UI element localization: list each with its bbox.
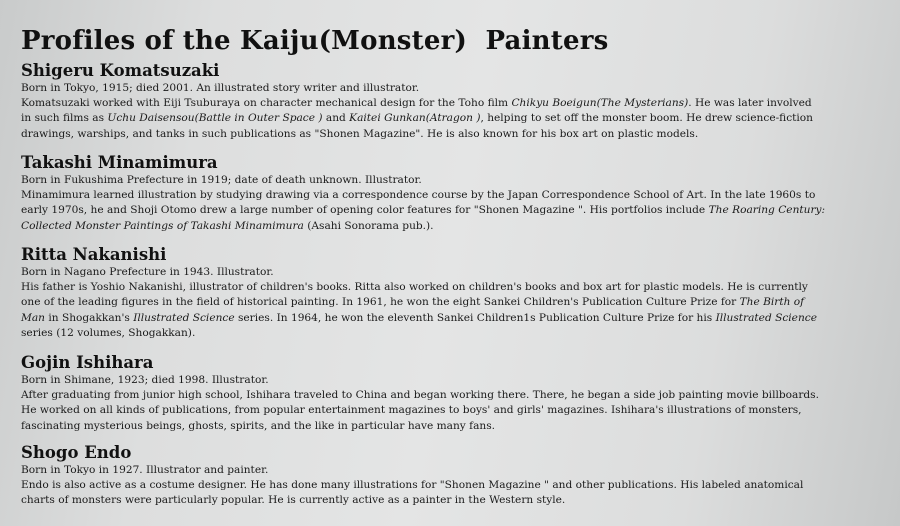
italic-title: Collected Monster Paintings of Takashi Minamimura (21, 219, 304, 232)
painter-name: Takashi Minamimura (21, 153, 218, 172)
text-line (21, 295, 866, 310)
text-segment: fascinating mysterious beings, ghosts, spirits, and the like in particular have many fans. (21, 419, 496, 432)
text-segment: series (12 volumes, Shogakkan). (21, 326, 196, 339)
text-line (21, 493, 866, 508)
profile-entry (21, 245, 866, 341)
panel-title: Profiles of the Kaiju(Monster) Painters (21, 26, 609, 56)
text-segment: in such films as (21, 112, 108, 125)
text-segment: Endo is also active as a costume designer. He has done many illustrations for "Shonen Magazine " and other publications. His labeled anatomical (21, 479, 804, 492)
text-line (21, 280, 866, 295)
profile-entry (21, 153, 866, 234)
text-line (21, 81, 866, 96)
profile-entry (21, 61, 866, 142)
text-segment: drawings, warships, and tanks in such publications as "Shonen Magazine". He is also known for his box art on plastic models. (21, 127, 699, 140)
painter-name: Shogo Endo (21, 443, 132, 462)
text-segment: series. In 1964, he won the eleventh Sankei Children1s Publication Culture Prize for his (234, 311, 716, 324)
italic-title: Man (21, 311, 45, 324)
text-line (21, 326, 866, 341)
painter-name: Shigeru Komatsuzaki (21, 61, 220, 80)
text-line (21, 173, 866, 188)
profile-text (21, 173, 866, 234)
profile-text (21, 463, 866, 509)
text-segment: After graduating from junior high school, Ishihara traveled to China and began working there. There, he began a side job painting movie billboards. (21, 389, 819, 402)
painter-name: Gojin Ishihara (21, 353, 154, 372)
profile-text (21, 373, 866, 434)
text-line (21, 373, 866, 388)
italic-title: Uchu Daisensou(Battle in Outer Space ) (107, 112, 323, 125)
text-line (21, 219, 866, 234)
text-line (21, 265, 866, 280)
profile-text (21, 265, 866, 341)
text-segment: charts of monsters were particularly popular. He is currently active as a painter in the Western style. (21, 494, 566, 507)
text-segment: Born in Tokyo in 1927. Illustrator and painter. (21, 464, 269, 476)
text-segment: . He was later involved (688, 97, 812, 110)
text-segment: Born in Shimane, 1923; died 1998. Illustrator. (21, 374, 269, 386)
text-line (21, 203, 866, 218)
italic-title: Chikyu Boeigun(The Mysterians) (511, 97, 689, 110)
text-line (21, 388, 866, 403)
profile-text (21, 81, 866, 142)
text-line (21, 463, 866, 478)
text-segment: He worked on all kinds of publications, from popular entertainment magazines to boys' and girls' magazines. Ishihara's illustrations of monsters, (21, 404, 802, 417)
text-segment: in Shogakkan's (45, 311, 134, 324)
text-segment: Born in Tokyo, 1915; died 2001. An illustrated story writer and illustrator. (21, 82, 420, 94)
text-segment: early 1970s, he and Shoji Otomo drew a large number of opening color features for "Shonen Magazine ". His portfolios include (21, 204, 709, 217)
text-line (21, 111, 866, 126)
profile-entry (21, 443, 866, 509)
text-line (21, 311, 866, 326)
text-segment: His father is Yoshio Nakanishi, illustrator of children's books. Ritta also worked on children's books and box art for plastic models. He is currently (21, 281, 808, 294)
italic-title: The Birth of (739, 296, 805, 309)
text-segment: (Asahi Sonorama pub.). (303, 219, 434, 232)
italic-title: Illustrated Science (715, 311, 817, 324)
text-segment: Minamimura learned illustration by studying drawing via a correspondence course by the Japan Correspondence School of Art. In the late 1960s to (21, 189, 816, 202)
profile-entry (21, 353, 866, 434)
text-line (21, 403, 866, 418)
text-line (21, 478, 866, 493)
text-line (21, 96, 866, 111)
text-line (21, 127, 866, 142)
italic-title: The Roaring Century: (708, 204, 826, 217)
text-segment: Komatsuzaki worked with Eiji Tsuburaya on character mechanical design for the Toho film (21, 97, 512, 110)
text-line (21, 419, 866, 434)
italic-title: Illustrated Science (133, 311, 235, 324)
painter-name: Ritta Nakanishi (21, 245, 167, 264)
text-segment: one of the leading figures in the field of historical painting. In 1961, he won the eight Sankei Children's Publication Culture Prize for (21, 296, 740, 309)
text-segment: Born in Fukushima Prefecture in 1919; date of death unknown. Illustrator. (21, 174, 422, 186)
text-segment: and (322, 112, 350, 125)
text-segment: , helping to set off the monster boom. He drew science-fiction (480, 112, 814, 125)
text-segment: Born in Nagano Prefecture in 1943. Illustrator. (21, 266, 274, 278)
text-line (21, 188, 866, 203)
italic-title: Kaitei Gunkan(Atragon ) (349, 112, 481, 125)
